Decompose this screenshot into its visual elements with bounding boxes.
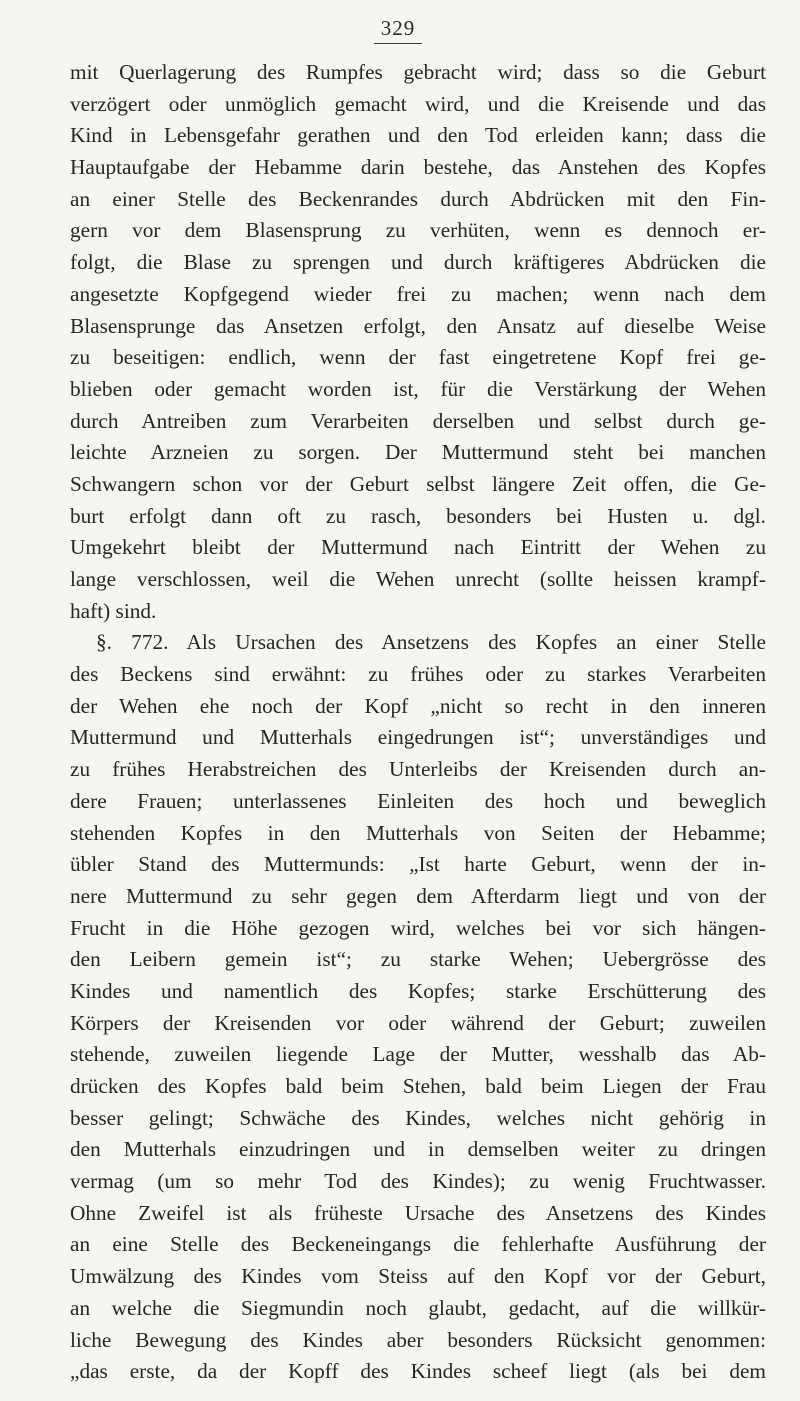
text-line: übler Stand des Muttermunds: „Ist harte Geburt, wenn der in-	[70, 852, 766, 877]
text-line: drücken des Kopfes bald beim Stehen, bald beim Liegen der Frau	[70, 1074, 766, 1098]
text-line: stehende, zuweilen liegende Lage der Mutter, wesshalb das Ab-	[70, 1042, 766, 1067]
text-line: liche Bewegung des Kindes aber besonders Rücksicht genommen:	[70, 1327, 766, 1352]
text-line: den Mutterhals einzudringen und in demselben weiter zu dringen	[70, 1137, 766, 1162]
text-line: angesetzte Kopfgegend wieder frei zu machen; wenn nach dem	[70, 281, 766, 306]
text-line: Hauptaufgabe der Hebamme darin bestehe, das Anstehen des Kopfes	[70, 155, 766, 180]
text-line: „das erste, da der Kopff des Kindes scheef liegt (als bei dem	[70, 1359, 766, 1384]
text-line: Kindes und namentlich des Kopfes; starke Erschütterung des	[70, 978, 766, 1003]
text-line: zu frühes Herabstreichen des Unterleibs der Kreisenden durch an-	[70, 757, 766, 782]
page-number: 329	[368, 16, 428, 41]
text-line: Schwangern schon vor der Geburt selbst längere Zeit offen, die Ge-	[70, 471, 766, 496]
text-line: burt erfolgt dann oft zu rasch, besonders bei Husten u. dgl.	[70, 503, 766, 528]
text-line: Muttermund und Mutterhals eingedrungen ist“; unverständiges und	[70, 725, 766, 750]
text-line: verzögert oder unmöglich gemacht wird, und die Kreisende und das	[70, 91, 766, 116]
text-line: den Leibern gemein ist“; zu starke Wehen; Uebergrösse des	[70, 947, 766, 972]
text-line: vermag (um so mehr Tod des Kindes); zu wenig Fruchtwasser.	[70, 1169, 766, 1194]
text-line: an einer Stelle des Beckenrandes durch Abdrücken mit den Fin-	[70, 186, 766, 211]
text-line: zu beseitigen: endlich, wenn der fast eingetretene Kopf frei ge-	[70, 345, 766, 370]
text-line: leichte Arzneien zu sorgen. Der Muttermund steht bei manchen	[70, 440, 766, 465]
text-line: durch Antreiben zum Verarbeiten derselben und selbst durch ge-	[70, 408, 766, 433]
text-line: blieben oder gemacht worden ist, für die Verstärkung der Wehen	[70, 376, 766, 401]
text-line: an welche die Siegmundin noch glaubt, gedacht, auf die willkür-	[70, 1295, 766, 1320]
text-line: mit Querlagerung des Rumpfes gebracht wird; dass so die Geburt	[70, 60, 766, 84]
text-line: an eine Stelle des Beckeneingangs die fehlerhafte Ausführung der	[70, 1232, 766, 1257]
text-line: Umgekehrt bleibt der Muttermund nach Eintritt der Wehen zu	[70, 535, 766, 560]
text-line: Kind in Lebensgefahr gerathen und den Tod erleiden kann; dass die	[70, 123, 766, 148]
text-line: des Beckens sind erwähnt: zu frühes oder zu starkes Verarbeiten	[70, 662, 766, 687]
text-line: stehenden Kopfes in den Mutterhals von Seiten der Hebamme;	[70, 820, 766, 845]
text-line: dere Frauen; unterlassenes Einleiten des hoch und beweglich	[70, 788, 766, 813]
text-line: gern vor dem Blasensprung zu verhüten, wenn es dennoch er-	[70, 218, 766, 243]
text-line: Blasensprunge das Ansetzen erfolgt, den Ansatz auf dieselbe Weise	[70, 313, 766, 338]
text-line: Umwälzung des Kindes vom Steiss auf den Kopf vor der Geburt,	[70, 1264, 766, 1289]
text-line: der Wehen ehe noch der Kopf „nicht so recht in den inneren	[70, 693, 766, 718]
body-text	[70, 57, 766, 1388]
text-line: besser gelingt; Schwäche des Kindes, welches nicht gehörig in	[70, 1105, 766, 1130]
text-line: lange verschlossen, weil die Wehen unrecht (sollte heissen krampf-	[70, 567, 766, 591]
text-line: Ohne Zweifel ist als früheste Ursache des Ansetzens des Kindes	[70, 1200, 766, 1225]
text-line: haft) sind.	[70, 598, 157, 623]
section-start-line: §. 772. Als Ursachen des Ansetzens des Kopfes an einer Stelle	[96, 630, 766, 655]
text-line: nere Muttermund zu sehr gegen dem Afterdarm liegt und von der	[70, 883, 766, 908]
text-line: Frucht in die Höhe gezogen wird, welches bei vor sich hängen-	[70, 915, 766, 940]
text-line: Körpers der Kreisenden vor oder während der Geburt; zuweilen	[70, 1010, 766, 1035]
text-line: folgt, die Blase zu sprengen und durch kräftigeres Abdrücken die	[70, 250, 766, 275]
